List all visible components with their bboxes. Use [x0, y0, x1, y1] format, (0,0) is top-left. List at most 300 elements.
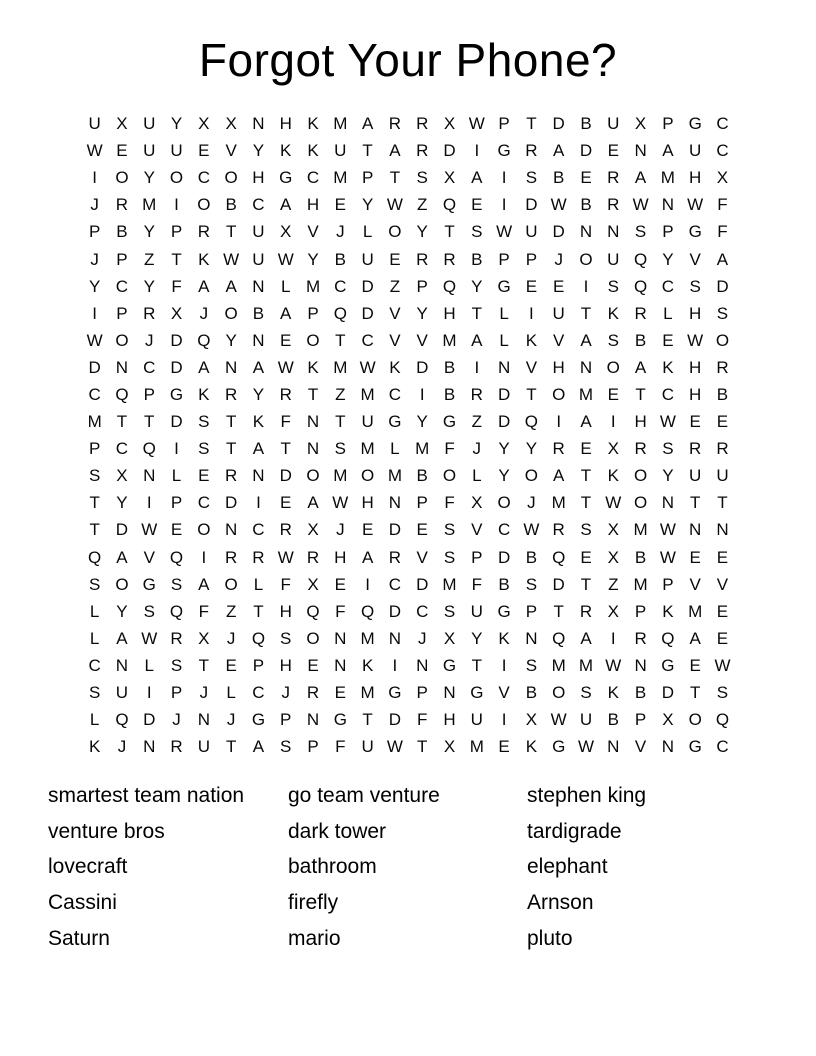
grid-letter: P	[116, 303, 128, 323]
grid-letter: O	[224, 303, 238, 323]
grid-letter: F	[717, 222, 728, 242]
grid-letter: B	[580, 114, 592, 134]
grid-letter: S	[170, 655, 183, 675]
grid-letter: K	[389, 357, 401, 377]
grid-letter: E	[553, 276, 565, 296]
grid-letter: F	[417, 710, 428, 730]
grid-letter: N	[306, 710, 320, 730]
grid-letter: E	[716, 601, 729, 621]
grid-letter: N	[252, 276, 265, 296]
grid-letter: R	[170, 737, 183, 757]
grid-letter: R	[388, 114, 402, 134]
grid-letter: P	[88, 222, 101, 242]
grid-letter: C	[88, 655, 101, 675]
grid-letter: P	[280, 710, 292, 730]
grid-letter: C	[115, 276, 129, 296]
grid-letter: Q	[115, 384, 129, 404]
grid-letter: H	[689, 168, 702, 188]
grid-letter: C	[716, 141, 729, 161]
grid-letter: S	[443, 520, 456, 540]
grid-letter: C	[388, 574, 402, 594]
grid-letter: U	[607, 249, 620, 269]
grid-letter: R	[306, 683, 320, 703]
grid-letter: F	[444, 493, 455, 513]
grid-letter: C	[88, 384, 101, 404]
grid-letter: N	[252, 330, 265, 350]
grid-letter: U	[252, 249, 265, 269]
grid-letter: E	[198, 466, 210, 486]
grid-letter: Q	[197, 330, 211, 350]
grid-letter: I	[419, 384, 425, 404]
grid-letter: C	[661, 276, 675, 296]
grid-letter: B	[525, 547, 538, 567]
grid-letter: W	[332, 493, 349, 513]
grid-letter: A	[252, 737, 265, 757]
grid-letter: I	[474, 141, 480, 161]
grid-letter: A	[361, 114, 374, 134]
grid-letter: A	[116, 547, 128, 567]
grid-letter: C	[716, 737, 729, 757]
grid-letter: N	[224, 357, 238, 377]
grid-letter: F	[444, 439, 455, 459]
grid-letter: J	[199, 303, 209, 323]
grid-letter: L	[89, 601, 100, 621]
grid-letter: U	[470, 601, 483, 621]
grid-letter: D	[388, 710, 402, 730]
grid-letter: E	[198, 141, 210, 161]
grid-letter: I	[501, 195, 507, 215]
grid-letter: Q	[333, 303, 347, 323]
grid-letter: Y	[116, 493, 128, 513]
grid-letter: D	[388, 520, 402, 540]
grid-letter: S	[443, 547, 456, 567]
grid-letter: J	[199, 683, 209, 703]
grid-letter: T	[553, 601, 564, 621]
grid-letter: L	[89, 710, 100, 730]
grid-letter: Z	[608, 574, 619, 594]
grid-letter: D	[443, 141, 456, 161]
grid-letter: M	[633, 520, 648, 540]
grid-letter: S	[170, 574, 183, 594]
grid-letter: H	[689, 357, 702, 377]
grid-letter: E	[170, 520, 183, 540]
grid-letter: J	[336, 520, 345, 540]
grid-letter: X	[607, 520, 619, 540]
grid-letter: E	[416, 520, 428, 540]
grid-letter: W	[496, 222, 513, 242]
grid-letter: G	[497, 276, 511, 296]
grid-letter: E	[607, 384, 619, 404]
grid-letter: O	[306, 330, 320, 350]
grid-letter: T	[471, 303, 482, 323]
grid-letter: V	[634, 737, 647, 757]
grid-letter: D	[115, 520, 129, 540]
grid-letter: P	[170, 683, 183, 703]
grid-letter: U	[197, 737, 210, 757]
grid-letter: V	[689, 574, 701, 594]
grid-letter: E	[307, 655, 319, 675]
grid-letter: R	[443, 249, 456, 269]
grid-letter: T	[717, 493, 728, 513]
grid-letter: R	[388, 547, 402, 567]
grid-letter: C	[252, 195, 265, 215]
grid-letter: E	[389, 249, 401, 269]
grid-letter: D	[497, 547, 511, 567]
grid-letter: T	[580, 493, 592, 513]
grid-letter: Y	[143, 222, 155, 242]
grid-letter: T	[417, 737, 428, 757]
grid-letter: E	[471, 195, 483, 215]
grid-letter: B	[716, 384, 729, 404]
grid-letter: J	[90, 249, 99, 269]
grid-letter: H	[689, 384, 702, 404]
grid-letter: R	[170, 628, 183, 648]
grid-letter: W	[359, 357, 376, 377]
grid-letter: P	[498, 249, 510, 269]
grid-letter: Y	[662, 249, 674, 269]
grid-letter: D	[552, 574, 565, 594]
grid-letter: W	[659, 412, 676, 432]
grid-letter: A	[553, 466, 565, 486]
grid-letter: K	[498, 628, 510, 648]
grid-letter: I	[92, 303, 98, 323]
grid-letter: T	[225, 737, 237, 757]
grid-letter: O	[197, 520, 211, 540]
grid-letter: F	[717, 195, 728, 215]
grid-letter: S	[416, 168, 428, 188]
grid-letter: G	[688, 222, 702, 242]
grid-letter: N	[661, 737, 675, 757]
grid-letter: J	[226, 628, 236, 648]
grid-letter: O	[224, 168, 238, 188]
word-list-column	[288, 778, 440, 957]
grid-letter: Q	[361, 601, 375, 621]
grid-letter: U	[689, 141, 702, 161]
grid-letter: Y	[471, 276, 483, 296]
grid-letter: D	[525, 195, 538, 215]
grid-letter: I	[529, 303, 534, 323]
grid-letter: M	[578, 384, 594, 404]
grid-letter: D	[416, 574, 429, 594]
grid-letter: S	[143, 601, 155, 621]
grid-letter: U	[470, 710, 483, 730]
grid-letter: E	[607, 141, 619, 161]
grid-letter: X	[607, 547, 619, 567]
grid-letter: V	[389, 303, 401, 323]
grid-letter: G	[279, 168, 293, 188]
grid-letter: D	[497, 384, 511, 404]
grid-letter: Y	[498, 439, 510, 459]
grid-letter: B	[634, 330, 647, 350]
grid-letter: O	[497, 493, 511, 513]
grid-letter: X	[225, 114, 237, 134]
grid-letter: X	[280, 222, 292, 242]
grid-letter: D	[552, 114, 565, 134]
grid-letter: M	[442, 330, 457, 350]
grid-letter: B	[634, 547, 647, 567]
grid-letter: X	[443, 737, 456, 757]
grid-letter: K	[607, 683, 619, 703]
grid-letter: O	[688, 710, 702, 730]
grid-letter: N	[388, 493, 402, 513]
grid-letter: L	[144, 655, 154, 675]
grid-letter: R	[470, 384, 483, 404]
grid-letter: G	[661, 655, 675, 675]
grid-letter: S	[716, 683, 729, 703]
grid-letter: V	[689, 249, 701, 269]
grid-letter: I	[501, 655, 507, 675]
grid-letter: A	[634, 168, 647, 188]
grid-letter: N	[224, 520, 238, 540]
grid-letter: B	[471, 249, 483, 269]
grid-letter: T	[307, 384, 319, 404]
grid-letter: H	[552, 357, 565, 377]
grid-letter: Y	[525, 439, 538, 459]
grid-letter: D	[170, 357, 183, 377]
grid-letter: M	[333, 168, 348, 188]
grid-letter: N	[334, 655, 347, 675]
grid-letter: U	[88, 114, 101, 134]
word-list-item: Saturn	[48, 927, 110, 951]
grid-letter: Y	[116, 601, 128, 621]
grid-letter: I	[174, 195, 179, 215]
grid-letter: S	[662, 439, 674, 459]
grid-letter: F	[171, 276, 182, 296]
grid-letter: A	[580, 412, 592, 432]
grid-letter: K	[307, 114, 319, 134]
grid-letter: D	[552, 222, 565, 242]
grid-letter: I	[174, 439, 179, 459]
grid-letter: B	[252, 303, 265, 323]
grid-letter: L	[226, 683, 236, 703]
grid-letter: Q	[633, 249, 648, 269]
grid-letter: N	[661, 493, 675, 513]
grid-letter: S	[280, 628, 292, 648]
grid-letter: Y	[252, 384, 265, 404]
grid-letter: X	[607, 601, 619, 621]
grid-letter: E	[225, 655, 237, 675]
grid-letter: B	[634, 683, 647, 703]
grid-letter: Y	[416, 303, 428, 323]
grid-letter: I	[256, 493, 261, 513]
grid-letter: X	[116, 466, 128, 486]
grid-letter: E	[689, 547, 701, 567]
grid-letter: E	[498, 737, 510, 757]
grid-letter: C	[143, 357, 156, 377]
grid-letter: X	[716, 168, 729, 188]
grid-letter: A	[198, 574, 210, 594]
grid-letter: X	[634, 114, 647, 134]
grid-letter: X	[307, 520, 319, 540]
grid-letter: R	[115, 195, 129, 215]
grid-letter: R	[716, 439, 729, 459]
grid-letter: K	[88, 737, 101, 757]
grid-letter: M	[142, 195, 157, 215]
grid-letter: V	[471, 520, 483, 540]
grid-letter: I	[610, 412, 616, 432]
grid-letter: X	[443, 114, 456, 134]
grid-letter: S	[88, 466, 101, 486]
grid-letter: D	[170, 330, 183, 350]
grid-letter: R	[416, 141, 429, 161]
grid-letter: B	[580, 195, 592, 215]
grid-letter: L	[89, 628, 100, 648]
grid-letter: T	[580, 303, 592, 323]
grid-letter: P	[170, 222, 183, 242]
grid-letter: L	[362, 222, 373, 242]
word-list-column	[527, 778, 646, 957]
grid-letter: S	[198, 439, 210, 459]
grid-letter: Z	[471, 412, 482, 432]
grid-letter: O	[306, 628, 320, 648]
grid-letter: P	[662, 114, 674, 134]
grid-letter: H	[334, 547, 347, 567]
grid-letter: E	[334, 683, 346, 703]
grid-letter: U	[716, 466, 729, 486]
grid-letter: P	[634, 710, 647, 730]
grid-letter: V	[716, 574, 729, 594]
grid-letter: U	[115, 683, 129, 703]
grid-letter: R	[306, 547, 320, 567]
grid-letter: J	[281, 683, 290, 703]
grid-letter: K	[525, 737, 538, 757]
grid-letter: H	[279, 114, 292, 134]
grid-letter: O	[197, 195, 211, 215]
grid-letter: P	[416, 683, 428, 703]
grid-letter: P	[307, 303, 319, 323]
grid-letter: K	[307, 357, 319, 377]
grid-letter: S	[716, 303, 729, 323]
grid-letter: U	[361, 412, 374, 432]
grid-letter: F	[198, 601, 210, 621]
grid-letter: W	[605, 655, 622, 675]
grid-letter: Q	[142, 439, 156, 459]
grid-letter: M	[333, 466, 348, 486]
grid-letter: P	[525, 601, 538, 621]
grid-letter: E	[525, 276, 538, 296]
word-list-column	[48, 778, 244, 957]
grid-letter: N	[607, 737, 620, 757]
grid-letter: U	[170, 141, 183, 161]
grid-letter: G	[497, 601, 511, 621]
grid-letter: T	[444, 222, 455, 242]
grid-letter: U	[579, 710, 593, 730]
grid-letter: L	[171, 466, 182, 486]
grid-letter: N	[689, 520, 702, 540]
grid-letter: Q	[442, 276, 457, 296]
grid-letter: S	[88, 683, 101, 703]
grid-letter: J	[117, 737, 127, 757]
grid-letter: W	[659, 547, 676, 567]
grid-letter: G	[251, 710, 266, 730]
grid-letter: R	[252, 547, 265, 567]
grid-letter: X	[307, 574, 319, 594]
grid-letter: T	[253, 601, 264, 621]
grid-letter: O	[552, 384, 566, 404]
word-list-item: bathroom	[288, 855, 377, 879]
grid-letter: C	[115, 439, 129, 459]
grid-letter: W	[550, 710, 567, 730]
grid-letter: Y	[471, 628, 483, 648]
word-list-item: lovecraft	[48, 855, 128, 879]
grid-letter: W	[277, 249, 294, 269]
grid-letter: C	[497, 520, 511, 540]
grid-letter: A	[361, 547, 374, 567]
grid-letter: H	[279, 655, 292, 675]
grid-letter: R	[634, 439, 647, 459]
grid-letter: D	[361, 303, 374, 323]
grid-letter: R	[607, 195, 620, 215]
grid-letter: L	[253, 574, 264, 594]
grid-letter: M	[360, 628, 375, 648]
grid-letter: S	[443, 601, 456, 621]
grid-letter: E	[580, 547, 592, 567]
grid-letter: O	[524, 466, 539, 486]
grid-letter: H	[443, 710, 456, 730]
grid-letter: B	[525, 683, 538, 703]
grid-letter: M	[660, 168, 675, 188]
grid-letter: Q	[306, 601, 320, 621]
grid-letter: N	[115, 357, 129, 377]
grid-letter: K	[662, 357, 674, 377]
grid-letter: F	[335, 737, 346, 757]
grid-letter: W	[141, 520, 158, 540]
grid-letter: P	[416, 493, 428, 513]
grid-letter: R	[552, 520, 565, 540]
grid-letter: K	[307, 141, 319, 161]
grid-letter: Q	[169, 601, 184, 621]
grid-letter: P	[662, 222, 674, 242]
grid-letter: N	[716, 520, 729, 540]
word-list-item: firefly	[288, 891, 339, 915]
grid-letter: A	[225, 276, 237, 296]
grid-letter: W	[223, 249, 240, 269]
grid-letter: R	[416, 249, 429, 269]
grid-letter: K	[280, 141, 292, 161]
grid-letter: C	[416, 601, 429, 621]
grid-letter: S	[689, 276, 701, 296]
grid-letter: K	[198, 384, 210, 404]
grid-letter: W	[277, 357, 294, 377]
grid-letter: L	[499, 303, 509, 323]
grid-letter: J	[527, 493, 536, 513]
grid-letter: W	[86, 141, 103, 161]
grid-letter: T	[580, 574, 592, 594]
grid-letter: S	[634, 222, 647, 242]
grid-letter: Y	[416, 222, 428, 242]
grid-letter: V	[307, 222, 319, 242]
grid-letter: O	[115, 168, 129, 188]
grid-letter: W	[659, 520, 676, 540]
grid-letter: C	[197, 168, 210, 188]
grid-letter: K	[607, 303, 619, 323]
grid-letter: T	[198, 655, 210, 675]
grid-letter: O	[552, 683, 566, 703]
grid-letter: F	[471, 574, 482, 594]
grid-letter: I	[501, 168, 507, 188]
grid-letter: M	[305, 276, 321, 296]
grid-letter: T	[144, 412, 155, 432]
grid-letter: R	[634, 303, 647, 323]
grid-letter: Q	[169, 547, 184, 567]
grid-letter: T	[335, 412, 346, 432]
grid-letter: E	[689, 655, 701, 675]
grid-letter: L	[499, 330, 509, 350]
grid-letter: T	[335, 330, 346, 350]
grid-letter: P	[498, 114, 510, 134]
grid-letter: C	[388, 384, 402, 404]
grid-letter: M	[551, 655, 566, 675]
